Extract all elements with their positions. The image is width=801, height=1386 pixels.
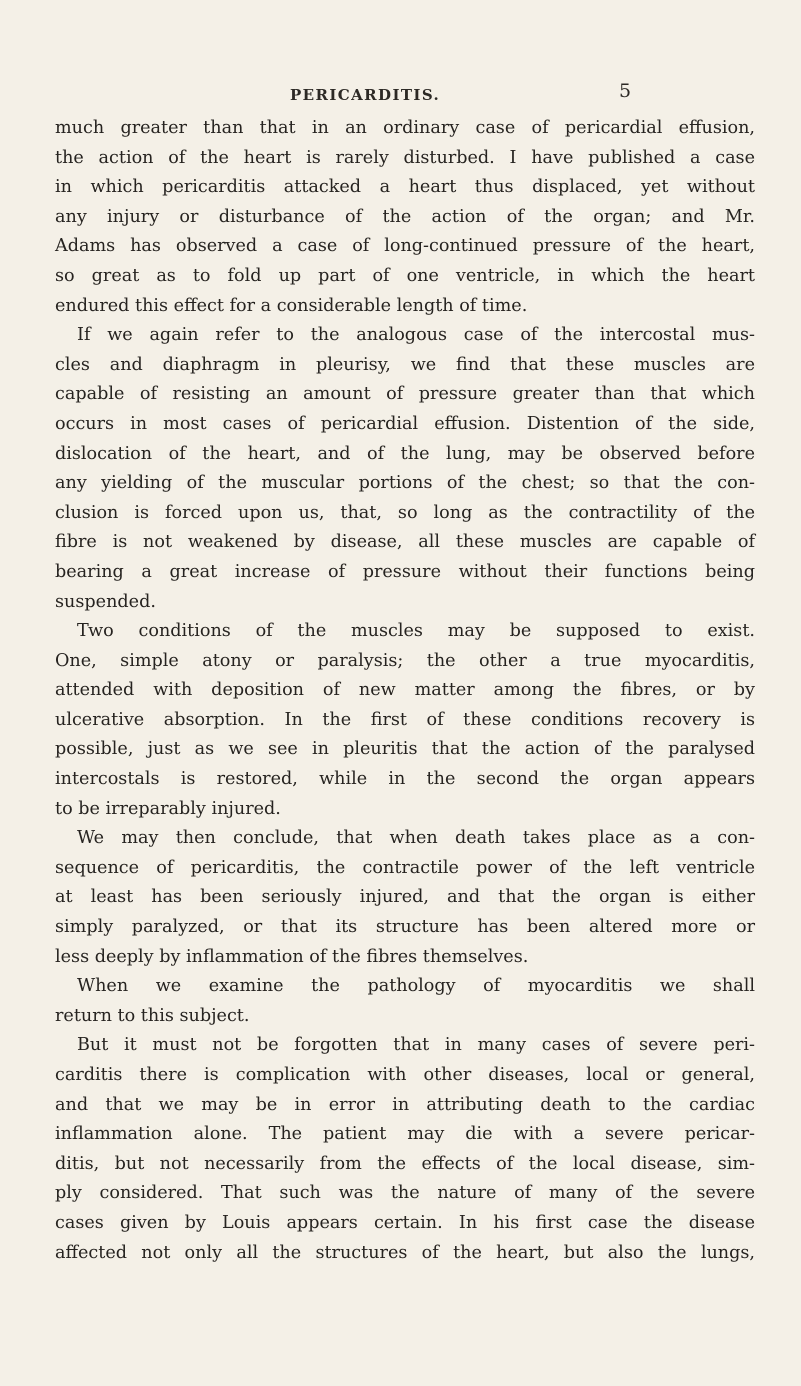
text-line: ditis, but not necessarily from the effects of the local disease, sim-	[55, 1153, 755, 1174]
text-line: If we again refer to the analogous case of the intercostal mus-	[77, 325, 755, 346]
text-line: But it must not be forgotten that in many cases of severe peri-	[77, 1035, 755, 1056]
text-line: We may then conclude, that when death takes place as a con-	[77, 828, 755, 849]
text-line: any injury or disturbance of the action of the organ; and Mr.	[55, 206, 755, 227]
text-line: bearing a great increase of pressure without their functions being	[55, 561, 755, 582]
text-line: sequence of pericarditis, the contractile power of the left ventricle	[55, 857, 755, 878]
text-line: at least has been seriously injured, and that the organ is either	[55, 887, 755, 908]
text-line: ply considered. That such was the nature of many of the severe	[55, 1183, 755, 1204]
text-line: so great as to fold up part of one ventricle, in which the heart	[55, 265, 755, 286]
text-line: attended with deposition of new matter among the fibres, or by	[55, 680, 755, 701]
running-head	[0, 80, 801, 110]
text-line: inflammation alone. The patient may die with a severe pericar-	[55, 1124, 755, 1145]
text-line: in which pericarditis attacked a heart thus displaced, yet without	[55, 177, 755, 198]
text-line: fibre is not weakened by disease, all these muscles are capable of	[55, 532, 755, 553]
text-line: less deeply by inflammation of the fibres themselves.	[55, 946, 529, 967]
text-line: affected not only all the structures of the heart, but also the lungs,	[55, 1242, 755, 1263]
text-line: possible, just as we see in pleuritis that the action of the paralysed	[55, 739, 755, 760]
body-text	[55, 114, 755, 1268]
text-line: endured this effect for a considerable length of time.	[55, 295, 528, 316]
text-line: simply paralyzed, or that its structure has been altered more or	[55, 917, 755, 938]
text-line: capable of resisting an amount of pressure greater than that which	[55, 384, 755, 405]
text-line: carditis there is complication with other diseases, local or general,	[55, 1065, 755, 1085]
text-line: return to this subject.	[55, 1005, 250, 1026]
text-line: to be irreparably injured.	[55, 798, 281, 819]
text-line: ulcerative absorption. In the first of these conditions recovery is	[55, 709, 755, 730]
text-line: Two conditions of the muscles may be supposed to exist.	[77, 621, 755, 642]
text-line: Adams has observed a case of long-continued pressure of the heart,	[55, 236, 755, 257]
running-title: PERICARDITIS.	[290, 86, 441, 104]
text-line: cles and diaphragm in pleurisy, we find that these muscles are	[55, 354, 755, 375]
text-line: the action of the heart is rarely disturbed. I have published a case	[55, 147, 755, 168]
text-line: any yielding of the muscular portions of the chest; so that the con-	[55, 473, 755, 494]
text-line: intercostals is restored, while in the second the organ appears	[55, 769, 755, 790]
text-line: clusion is forced upon us, that, so long as the contractility of the	[55, 502, 755, 523]
text-line: much greater than that in an ordinary case of pericardial effusion,	[55, 118, 755, 138]
text-line: and that we may be in error in attributing death to the cardiac	[55, 1094, 755, 1115]
text-line: occurs in most cases of pericardial effusion. Distention of the side,	[55, 413, 755, 434]
text-line: dislocation of the heart, and of the lung, may be observed before	[55, 443, 755, 464]
text-line: cases given by Louis appears certain. In his first case the disease	[55, 1212, 755, 1233]
text-line: One, simple atony or paralysis; the other a true myocarditis,	[55, 650, 755, 671]
text-line: When we examine the pathology of myocarditis we shall	[77, 976, 755, 997]
page-number: 5	[619, 80, 632, 102]
text-line: suspended.	[55, 591, 156, 612]
